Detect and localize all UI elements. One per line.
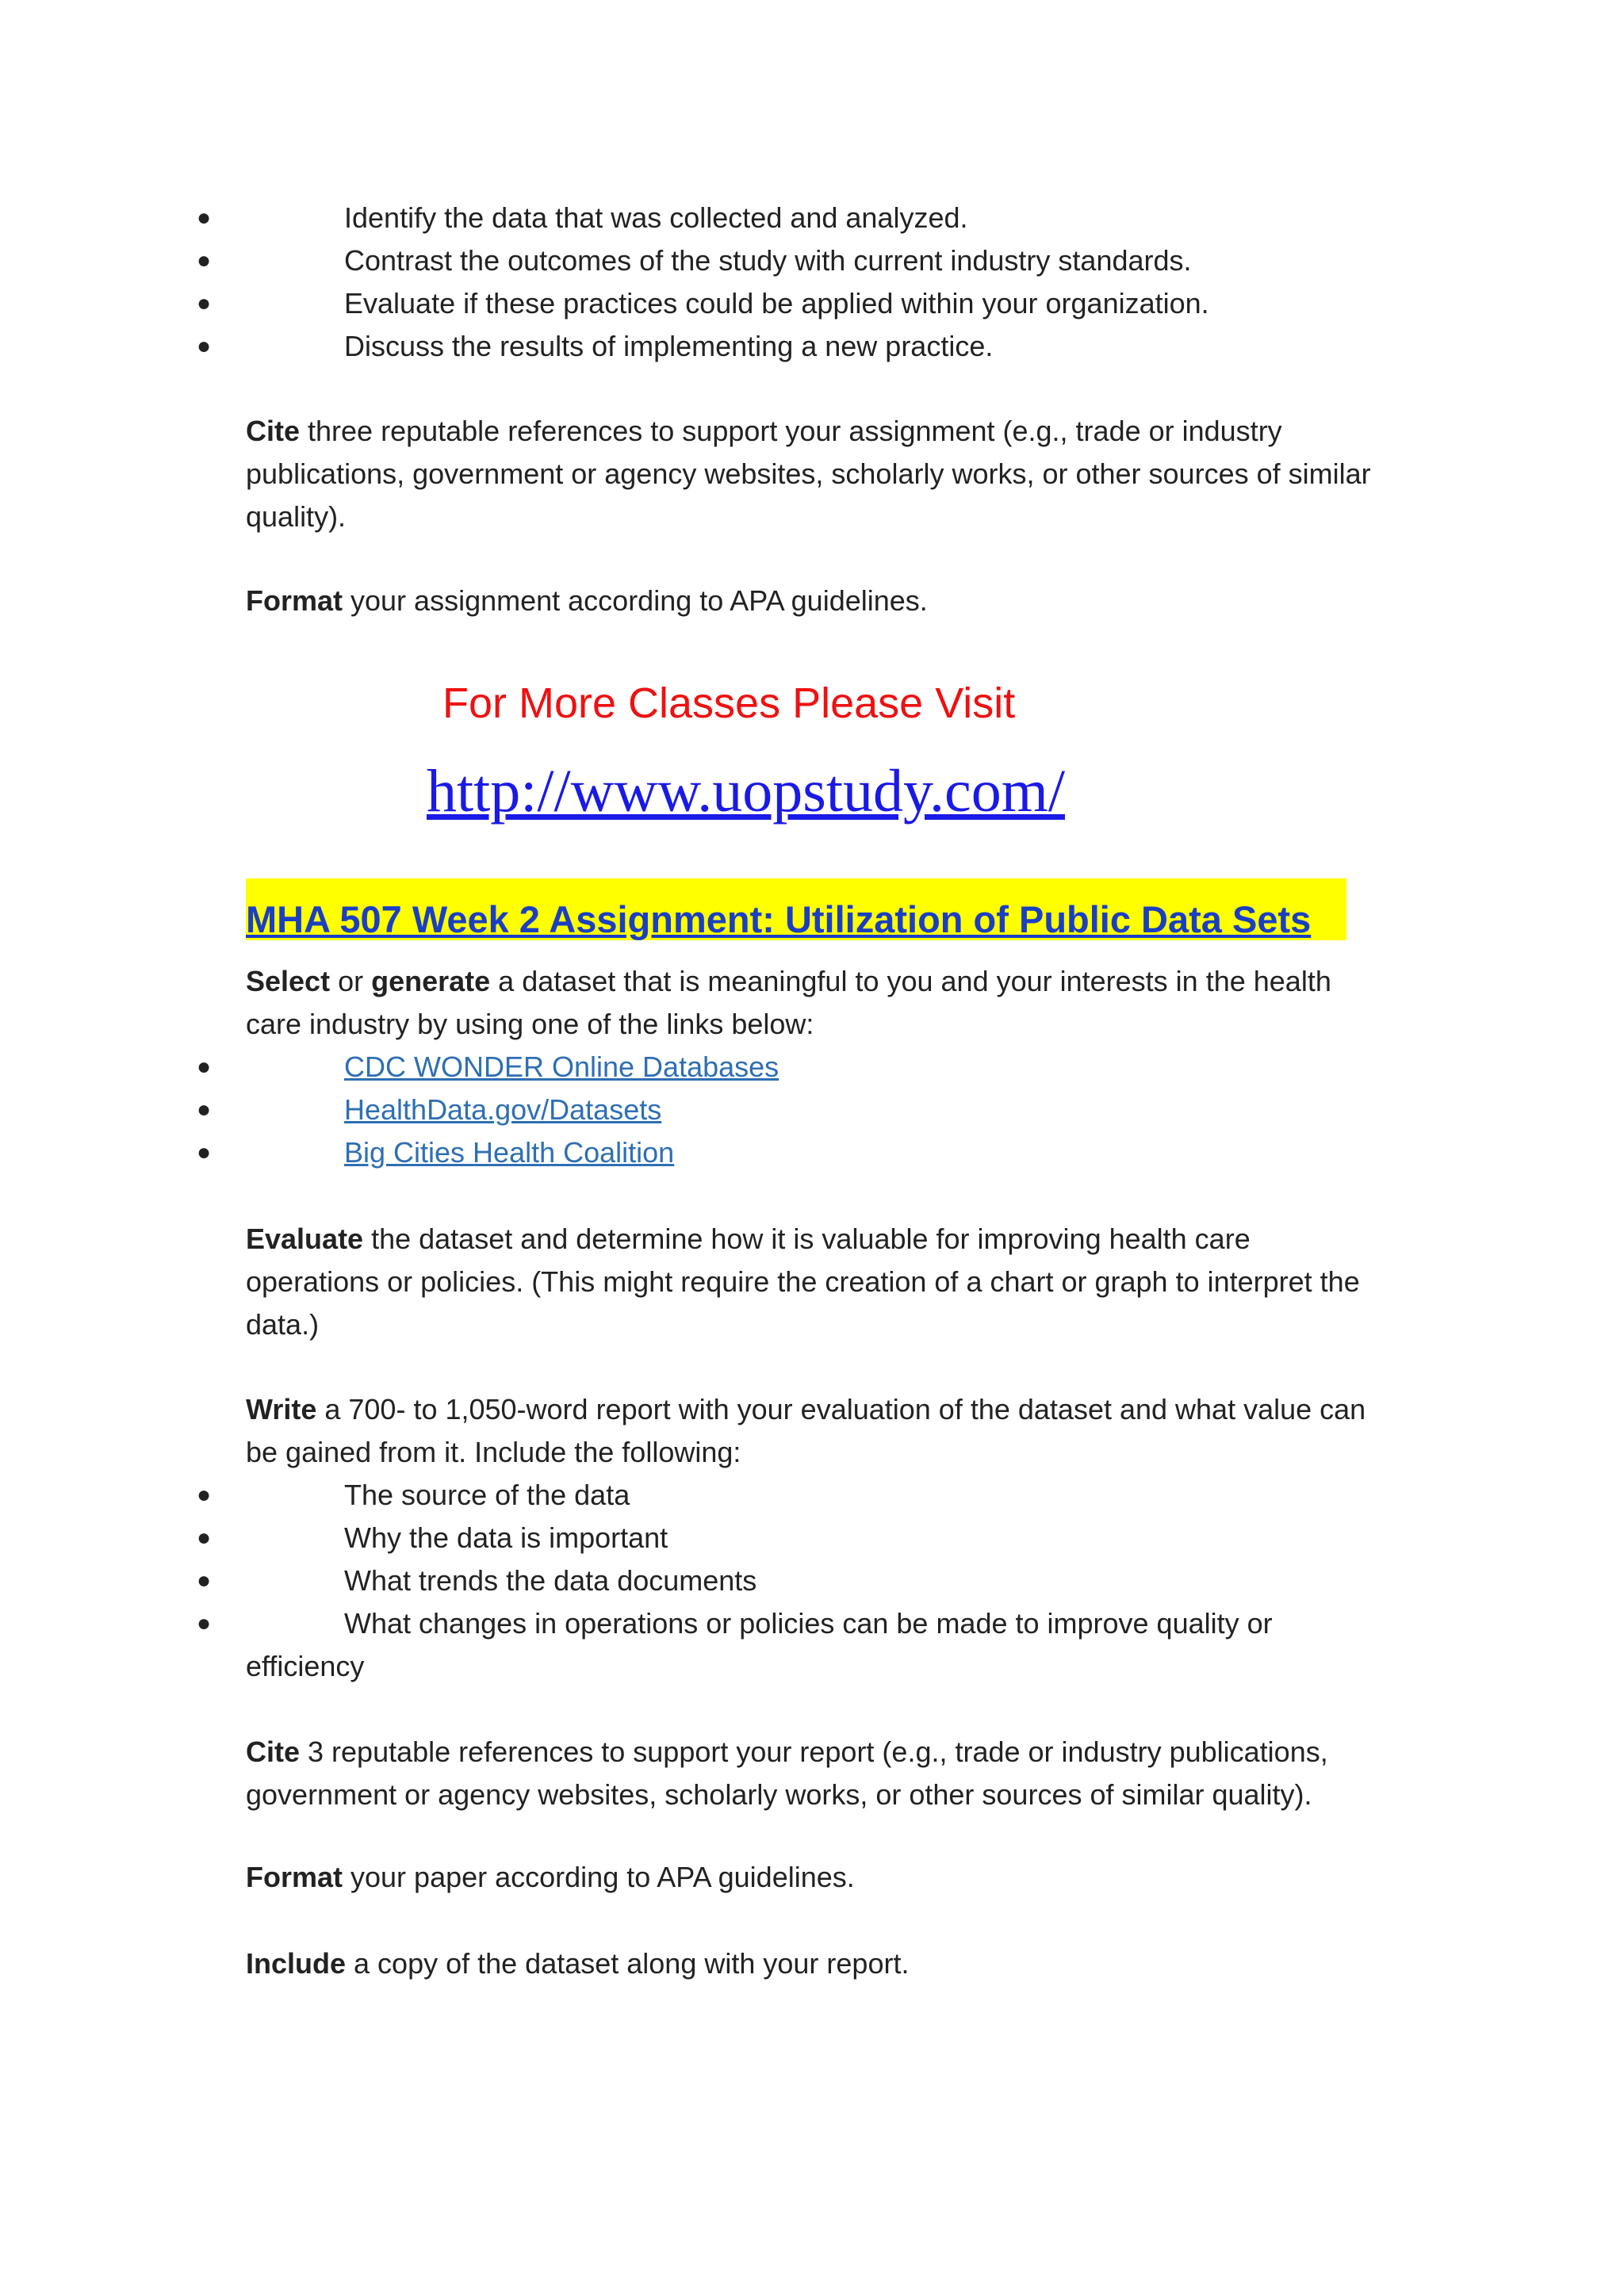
bullet-icon: ● (197, 205, 212, 231)
link-big-cities[interactable]: Big Cities Health Coalition (344, 1136, 675, 1169)
link-healthdata[interactable]: HealthData.gov/Datasets (344, 1093, 662, 1126)
format-paragraph-1: Format your assignment according to APA guidelines. (246, 584, 928, 617)
bullet-icon: ● (197, 1567, 212, 1594)
format-paragraph-2: Format your paper according to APA guidelines. (246, 1861, 855, 1893)
list-item (0, 1046, 1624, 1089)
dataset-link-list (0, 1046, 1624, 1174)
bullet-icon: ● (197, 290, 212, 316)
include-paragraph: Include a copy of the dataset along with your report. (246, 1947, 910, 1980)
report-bullet-tail: efficiency (246, 1650, 365, 1682)
bullet-icon: ● (197, 1054, 212, 1080)
list-item: ● What trends the data documents (0, 1559, 1624, 1602)
promo-text: For More Classes Please Visit (442, 679, 1016, 727)
top-bullet-list (0, 197, 1624, 368)
evaluate-paragraph: Evaluate the dataset and determine how it is valuable for improving health care operations or policies. (This might require the creation of a chart or graph to interpret the data.) (246, 1223, 1360, 1341)
bullet-icon: ● (197, 247, 212, 274)
list-item: ● Contrast the outcomes of the study with current industry standards. (0, 239, 1624, 282)
assignment-heading[interactable]: MHA 507 Week 2 Assignment: Utilization of Public Data Sets (246, 898, 1312, 940)
list-item: ● Evaluate if these practices could be applied within your organization. (0, 282, 1624, 325)
list-item: ● The source of the data (0, 1474, 1624, 1517)
cite-paragraph-2: Cite 3 reputable references to support your report (e.g., trade or industry publications, government or agency websites, scholarly works, or other sources of similar quality). (246, 1735, 1328, 1811)
promo-link[interactable]: http://www.uopstudy.com/ (427, 758, 1066, 825)
link-cdc-wonder[interactable]: CDC WONDER Online Databases (344, 1050, 779, 1083)
bullet-icon: ● (197, 1482, 212, 1508)
list-item: ● Discuss the results of implementing a new practice. (0, 325, 1624, 368)
list-item (0, 1131, 1624, 1174)
bullet-icon: ● (197, 1610, 212, 1636)
bullet-icon: ● (197, 1096, 212, 1123)
list-item (0, 1089, 1624, 1131)
select-paragraph: Select or generate a dataset that is meaningful to you and your interests in the health care industry by using one of the links below: (246, 965, 1331, 1040)
list-item: ● Why the data is important (0, 1517, 1624, 1559)
bullet-icon: ● (197, 333, 212, 359)
list-item: ● Identify the data that was collected and analyzed. (0, 197, 1624, 239)
report-bullet-list (0, 1474, 1624, 1645)
bullet-icon: ● (197, 1139, 212, 1165)
cite-paragraph-1: Cite three reputable references to support your assignment (e.g., trade or industry publications, government or agency websites, scholarly works, or other sources of similar quality). (246, 415, 1371, 533)
bullet-icon: ● (197, 1525, 212, 1551)
write-paragraph: Write a 700- to 1,050-word report with your evaluation of the dataset and what value can be gained from it. Include the following: (246, 1393, 1366, 1468)
list-item: ● What changes in operations or policies can be made to improve quality or (0, 1602, 1624, 1645)
